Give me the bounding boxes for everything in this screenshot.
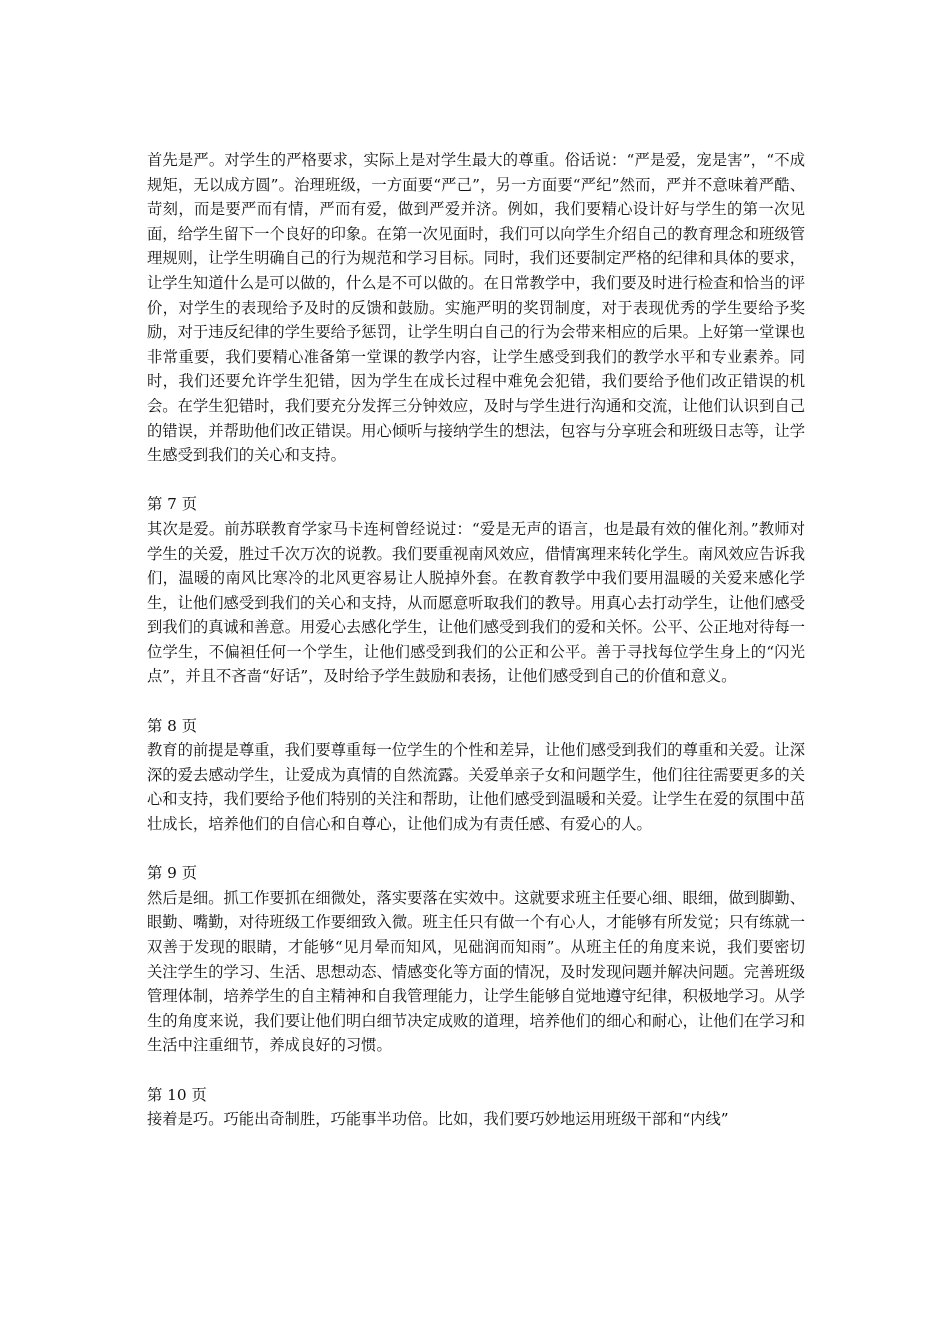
- page-label: 第 10 页: [147, 1085, 207, 1104]
- section-page-9: [147, 861, 805, 1058]
- section-page-7: [147, 492, 805, 689]
- section-page-10: [147, 1083, 805, 1132]
- section-paragraph: 然后是细。抓工作要抓在细微处，落实要落在实效中。这就要求班主任要心细、眼细，做到脚勤、眼勤、嘴勤，对待班级工作要细致入微。班主任只有做一个有心人，才能够有所发觉；只有练就一双善于发现的眼睛，才能够“见月晕而知风，见础润而知雨”。从班主任的角度来说，我们要密切关注学生的学习、生活、思想动态、情感变化等方面的情况，及时发现问题并解决问题。完善班级管理体制，培养学生的自主精神和自我管理能力，让学生能够自觉地遵守纪律，积极地学习。从学生的角度来说，我们要让他们明白细节决定成败的道理，培养他们的细心和耐心，让他们在学习和生活中注重细节，养成良好的习惯。: [147, 888, 805, 1055]
- document-content: [147, 148, 805, 1132]
- page-label: 第 7 页: [147, 495, 198, 514]
- intro-paragraph: 首先是严。对学生的严格要求，实际上是对学生最大的尊重。俗话说：“严是爱，宠是害”，“不成规矩，无以成方圆”。治理班级，一方面要“严己”，另一方面要“严纪”然而，严并不意味着严酷、苛刻，而是要严而有情，严而有爱，做到严爱并济。例如，我们要精心设计好与学生的第一次见面，给学生留下一个良好的印象。在第一次见面时，我们可以向学生介绍自己的教育理念和班级管理规则，让学生明确自己的行为规范和学习目标。同时，我们还要制定严格的纪律和具体的要求，让学生知道什么是可以做的，什么是不可以做的。在日常教学中，我们要及时进行检查和恰当的评价，对学生的表现给予及时的反馈和鼓励。实施严明的奖罚制度，对于表现优秀的学生要给予奖励，对于违反纪律的学生要给予惩罚，让学生明白自己的行为会带来相应的后果。上好第一堂课也非常重要，我们要精心准备第一堂课的教学内容，让学生感受到我们的教学水平和专业素养。同时，我们还要允许学生犯错，因为学生在成长过程中难免会犯错，我们要给予他们改正错误的机会。在学生犯错时，我们要充分发挥三分钟效应，及时与学生进行沟通和交流，让他们认识到自己的错误，并帮助他们改正错误。用心倾听与接纳学生的想法，包容与分享班会和班级日志等，让学生感受到我们的关心和支持。: [147, 151, 805, 465]
- section-paragraph: 接着是巧。巧能出奇制胜，巧能事半功倍。比如，我们要巧妙地运用班级干部和“内线”: [147, 1110, 729, 1129]
- page-label: 第 8 页: [147, 716, 198, 735]
- page-label: 第 9 页: [147, 864, 198, 883]
- section-paragraph: 其次是爱。前苏联教育学家马卡连柯曾经说过：“爱是无声的语言，也是最有效的催化剂。”教师对学生的关爱，胜过千次万次的说教。我们要重视南风效应，借情寓理来转化学生。南风效应告诉我们，温暖的南风比寒冷的北风更容易让人脱掉外套。在教育教学中我们要用温暖的关爱来感化学生，让他们感受到我们的关心和支持，从而愿意听取我们的教导。用真心去打动学生，让他们感受到我们的真诚和善意。用爱心去感化学生，让他们感受到我们的爱和关怀。公平、公正地对待每一位学生，不偏袒任何一个学生，让他们感受到我们的公正和公平。善于寻找每位学生身上的“闪光点”，并且不吝啬“好话”，及时给予学生鼓励和表扬，让他们感受到自己的价值和意义。: [147, 519, 805, 686]
- section-paragraph: 教育的前提是尊重，我们要尊重每一位学生的个性和差异，让他们感受到我们的尊重和关爱。让深深的爱去感动学生，让爱成为真情的自然流露。关爱单亲子女和问题学生，他们往往需要更多的关心和支持，我们要给予他们特别的关注和帮助，让他们感受到温暖和关爱。让学生在爱的氛围中茁壮成长，培养他们的自信心和自尊心，让他们成为有责任感、有爱心的人。: [147, 741, 805, 834]
- section-page-8: [147, 714, 805, 837]
